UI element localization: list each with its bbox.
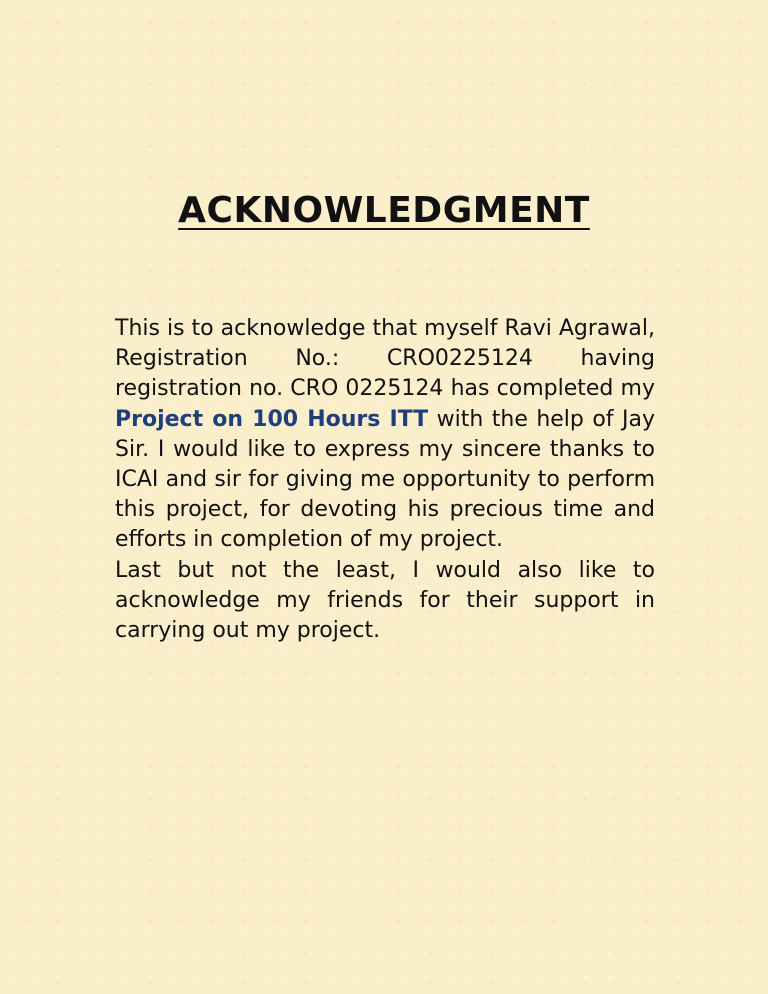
- project-title-highlight: Project on 100 Hours ITT: [115, 406, 429, 432]
- paragraph-main-rest: with the help of Jay Sir. I would like to express my sincere thanks to ICAI and sir for giving me opportunity to perform this project, for devoting his precious time and efforts in completion of my project.: [115, 406, 655, 553]
- paragraph-closing: Last but not the least, I would also like to acknowledge my friends for their support in carrying out my project.: [115, 557, 655, 644]
- paragraph-main-intro: This is to acknowledge that myself Ravi Agrawal, Registration No.: CRO0225124 having registration no. CRO 0225124 has completed my: [115, 316, 655, 402]
- acknowledgment-body: [115, 314, 655, 646]
- page-title: ACKNOWLEDGMENT: [178, 190, 590, 231]
- paragraph-main: [115, 314, 655, 556]
